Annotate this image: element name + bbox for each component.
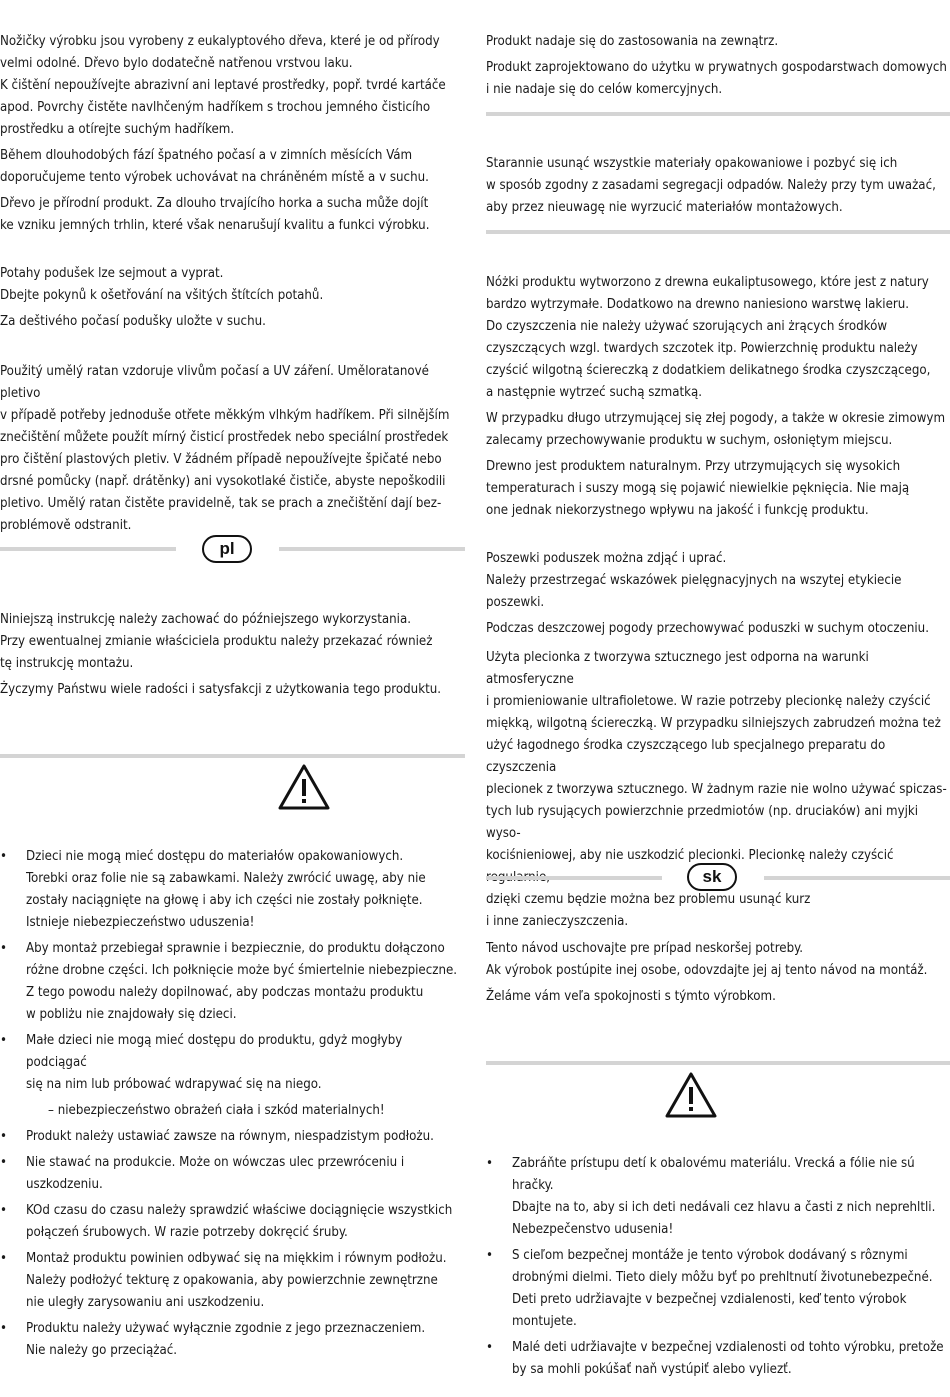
pl-care-section	[486, 272, 950, 522]
warning-triangle-icon	[664, 1071, 718, 1119]
warning-triangle-icon	[277, 763, 331, 811]
divider	[486, 1061, 950, 1065]
language-badge-sk: sk	[687, 863, 737, 891]
paragraph: Użyta plecionka z tworzywa sztucznego jest odporna na warunki atmosferyczne i promieniowanie ultrafioletowe. W razie potrzeby plecionkę należy czyścić miękką, wilgotną ściereczką. W przypadku silniejszych zabrudzeń można też użyć łagodnego środka czyszczącego lub specjalnego preparatu do czyszczenia plecionek z tworzywa sztucznego. W żadnym razie nie wolno używać spiczas- tych lub rysujących powierzchnie przedmiotów (np. druciaków) ani myjki wyso- kociśnieniowej, aby nie uszkodzić plecionki. Plecionkę należy czyścić dzięki czemu będzie można bez problemu usunąć kurz i inne zanieczyszczenia.	[486, 650, 947, 929]
paragraph: Dřevo je přírodní produkt. Za dlouho trvajícího horka a sucha může dojít ke vzniku jemných trhlin, které však nenarušují kvalitu a funkci výrobku.	[0, 196, 430, 233]
list-item: • KOd czasu do czasu należy sprawdzić właściwe dociągnięcie wszystkich połączeń śrubowych. W razie potrzeby dokręcić śruby.	[0, 1200, 465, 1244]
paragraph: Poszewki poduszek można zdjąć i uprać. Należy przestrzegać wskazówek pielęgnacyjnych na wszytej etykiecie poszewki.	[486, 551, 902, 610]
list-item: • Małe dzieci nie mogą mieć dostępu do produktu, gdyż mogłyby podciągać się na nim lub próbować wdrapywać się na niego.	[0, 1030, 465, 1096]
pl-cushions-section	[486, 548, 950, 640]
pl-warnings-section	[0, 846, 465, 1366]
sk-intro-section	[486, 938, 950, 1008]
paragraph: Podczas deszczowej pogody przechowywać poduszki w suchym otoczeniu.	[486, 621, 929, 636]
warning-list	[0, 846, 465, 1096]
paragraph: Starannie usunąć wszystkie materiały opakowaniowe i pozbyć się ich w sposób zgodny z zasadami segregacji odpadów. Należy przy tym uważać, aby przez nieuwagę nie wyrzucić materiałów montażowych.	[486, 156, 936, 215]
paragraph: Produkt nadaje się do zastosowania na zewnątrz.	[486, 34, 779, 49]
warning-sub-note: – niebezpieczeństwo obrażeń ciała i szkód materialnych!	[48, 1103, 385, 1118]
cs-cushions-section	[0, 263, 465, 333]
language-badge-pl: pl	[202, 535, 252, 563]
divider	[0, 547, 176, 551]
paragraph: Tento návod uschovajte pre prípad neskoršej potreby. Ak výrobok postúpite inej osobe, odovzdajte jej aj tento návod na montáž.	[486, 941, 928, 978]
list-item: • Zabráňte prístupu detí k obalovému materiálu. Vrecká a fólie nie sú hračky. Dbajte na to, aby si ich deti nedávali cez hlavu a časti z nich neprehltli. Nebezpečenstvo udusenia!	[486, 1153, 950, 1241]
warning-list	[486, 1153, 950, 1381]
paragraph: Za deštivého počasí podušky uložte v suchu.	[0, 314, 266, 329]
divider	[486, 876, 662, 880]
pl-use-section	[486, 31, 950, 101]
paragraph: Drewno jest produktem naturalnym. Przy utrzymujących się wysokich temperaturach i suszy mogą się pojawić niewielkie pęknięcia. Nie mają one jednak niekorzystnego wpływu na jakość i funkcję produktu.	[486, 459, 910, 518]
paragraph: Želáme vám veľa spokojnosti s týmto výrobkom.	[486, 989, 776, 1004]
paragraph: Použitý umělý ratan vzdoruje vlivům počasí a UV záření. Uměloratanové pletivo v případě potřeby jednoduše otřete měkkým vlhkým hadříkem. Při silnějším znečištění můžete použít mírný čisticí prostředek nebo speciální prostředek pro čištění plastových pletiv. V žádném případě nepoužívejte špičaté nebo drsné pomůcky (např. drátěnky) ani vysokotlaké čističe, abyste nepoškodili pletivo. Umělý ratan čistěte pravidelně, tak se prach a znečištění dají bez- problémově odstranit.	[0, 364, 450, 533]
paragraph: Potahy podušek lze sejmout a vyprat. Dbejte pokynů k ošetřování na všitých štítcích potahů.	[0, 266, 324, 303]
paragraph: W przypadku długo utrzymującej się złej pogody, a także w okresie zimowym zalecamy przechowywanie produktu w suchym, osłoniętym miejscu.	[486, 411, 945, 448]
paragraph: Niniejszą instrukcję należy zachować do późniejszego wykorzystania. Przy ewentualnej zmianie właściciela produktu należy przekazać również tę instrukcję montażu.	[0, 612, 433, 671]
pl-intro-section	[0, 609, 465, 701]
list-item: • Malé deti udržiavajte v bezpečnej vzdialenosti od tohto výrobku, pretože by sa mohli pokúšať naň vystúpiť alebo vyliezť.	[486, 1337, 950, 1381]
list-item: • Dzieci nie mogą mieć dostępu do materiałów opakowaniowych. Torebki oraz folie nie są zabawkami. Należy zwrócić uwagę, aby nie zostały naciągnięte na głowę i aby ich części nie zostały połknięte. Istnieje niebezpieczeństwo uduszenia!	[0, 846, 465, 934]
paragraph: Nóżki produktu wytworzono z drewna eukaliptusowego, które jest z natury bardzo wytrzymałe. Dodatkowo na drewno naniesiono warstwę lakieru. Do czyszczenia nie należy używać szorujących ani żrących środków czyszczących wzgl. twardych szczotek itp. Powierzchnię produktu należy czyścić wilgotną ściereczką z dodatkiem delikatnego środka czyszczącego, a następnie wytrzeć suchą szmatką.	[486, 275, 931, 400]
paragraph: Během dlouhodobých fází špatného počasí a v zimních měsících Vám doporučujeme tento výrobek uchovávat na chráněném místě a v suchu.	[0, 148, 429, 185]
divider	[486, 230, 950, 234]
paragraph: Nožičky výrobku jsou vyrobeny z eukalyptového dřeva, které je od přírody velmi odolné. Dřevo bylo dodatečně natřenou vrstvou laku. K čištění nepoužívejte abrazivní ani leptavé prostředky, popř. tvrdé kartáče apod. Povrchy čistěte navlhčeným hadříkem s trochou jemného čisticího prostředku a otírejte suchým hadříkem.	[0, 34, 446, 137]
list-item: • Montaż produktu powinien odbywać się na miękkim i równym podłożu. Należy podłożyć tekturę z opakowania, aby powierzchnie zewnętrzne nie uległy zarysowaniu ani uszkodzeniu.	[0, 1248, 465, 1314]
warning-list	[0, 1126, 465, 1362]
list-item: • Aby montaż przebiegał sprawnie i bezpiecznie, do produktu dołączono różne drobne części. Ich połknięcie może być śmiertelnie niebezpieczne. Z tego powodu należy dopilnować, aby podczas montażu produktu w pobliżu nie znajdowały się dzieci.	[0, 938, 465, 1026]
divider	[0, 754, 465, 758]
paragraph: Produkt zaprojektowano do użytku w prywatnych gospodarstwach domowych i nie nadaje się do celów komercyjnych.	[486, 60, 947, 97]
cs-care-section	[0, 31, 465, 237]
paragraph: Życzymy Państwu wiele radości i satysfakcji z użytkowania tego produktu.	[0, 682, 442, 697]
divider	[279, 547, 465, 551]
cs-rattan-section	[0, 361, 465, 537]
sk-warnings-section	[486, 1153, 950, 1385]
list-item: • Nie stawać na produkcie. Może on wówczas ulec przewróceniu i uszkodzeniu.	[0, 1152, 465, 1196]
list-item: • S cieľom bezpečnej montáže je tento výrobok dodávaný s rôznymi drobnými dielmi. Tieto diely môžu byť po prehltnutí životunebezpečné. Deti preto udržiavajte v bezpečnej vzdialenosti, keď tento výrobok montujete.	[486, 1245, 950, 1333]
divider	[764, 876, 950, 880]
list-item: • Produktu należy używać wyłącznie zgodnie z jego przeznaczeniem. Nie należy go przeciążać.	[0, 1318, 465, 1362]
pl-packaging-section	[486, 153, 950, 219]
list-item: • Produkt należy ustawiać zawsze na równym, niespadzistym podłożu.	[0, 1126, 465, 1148]
divider	[486, 112, 950, 116]
